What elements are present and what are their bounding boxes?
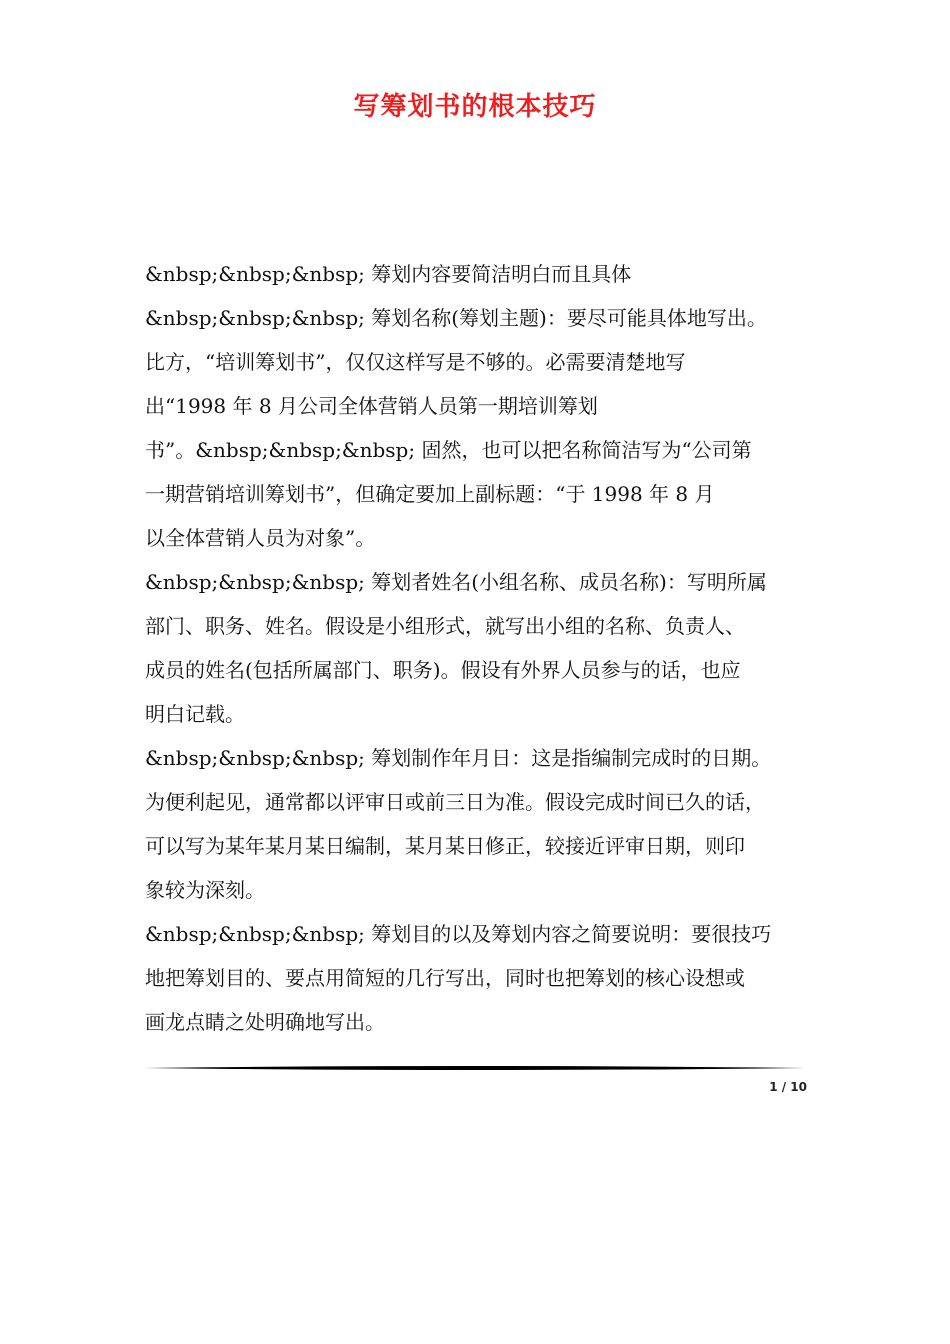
body-line: &nbsp;&nbsp;&nbsp; 筹划内容要简洁明白而且具体 [145,262,632,286]
body-line: 比方，“培训筹划书”，仅仅这样写是不够的。必需要清楚地写 [145,350,686,374]
document-title: 写筹划书的根本技巧 [353,92,597,122]
body-line: 以全体营销人员为对象”。 [145,526,376,550]
body-line: &nbsp;&nbsp;&nbsp; 筹划制作年月日：这是指编制完成时的日期。 [145,746,772,770]
body-line: 明白记载。 [145,702,245,726]
body-line: &nbsp;&nbsp;&nbsp; 筹划目的以及筹划内容之简要说明：要很技巧 [145,922,772,946]
body-line: 部门、职务、姓名。假设是小组形式，就写出小组的名称、负责人、 [145,614,745,638]
footer-rule [145,1063,805,1073]
body-line: 象较为深刻。 [145,878,265,902]
body-line: 画龙点睛之处明确地写出。 [145,1010,385,1034]
body-line: 成员的姓名(包括所属部门、职务)。假设有外界人员参与的话，也应 [145,658,741,682]
body-line: 地把筹划目的、要点用简短的几行写出，同时也把筹划的核心设想或 [145,966,745,990]
footer-rule-shape [145,1066,805,1070]
body-line: &nbsp;&nbsp;&nbsp; 筹划名称(筹划主题)：要尽可能具体地写出。 [145,306,767,330]
body-line: 为便利起见，通常都以评审日或前三日为准。假设完成时间已久的话， [145,790,765,814]
body-line: &nbsp;&nbsp;&nbsp; 筹划者姓名(小组名称、成员名称)：写明所属 [145,570,767,594]
body-line: 出“1998 年 8 月公司全体营销人员第一期培训筹划 [145,394,598,418]
body-line: 一期营销培训筹划书”，但确定要加上副标题：“于 1998 年 8 月 [145,482,715,506]
body-line: 书”。&nbsp;&nbsp;&nbsp; 固然，也可以把名称简洁写为“公司第 [145,438,752,462]
page-number: 1 / 10 [769,1080,807,1094]
document-body [145,252,810,1044]
body-line: 可以写为某年某月某日编制，某月某日修正，较接近评审日期，则印 [145,834,745,858]
